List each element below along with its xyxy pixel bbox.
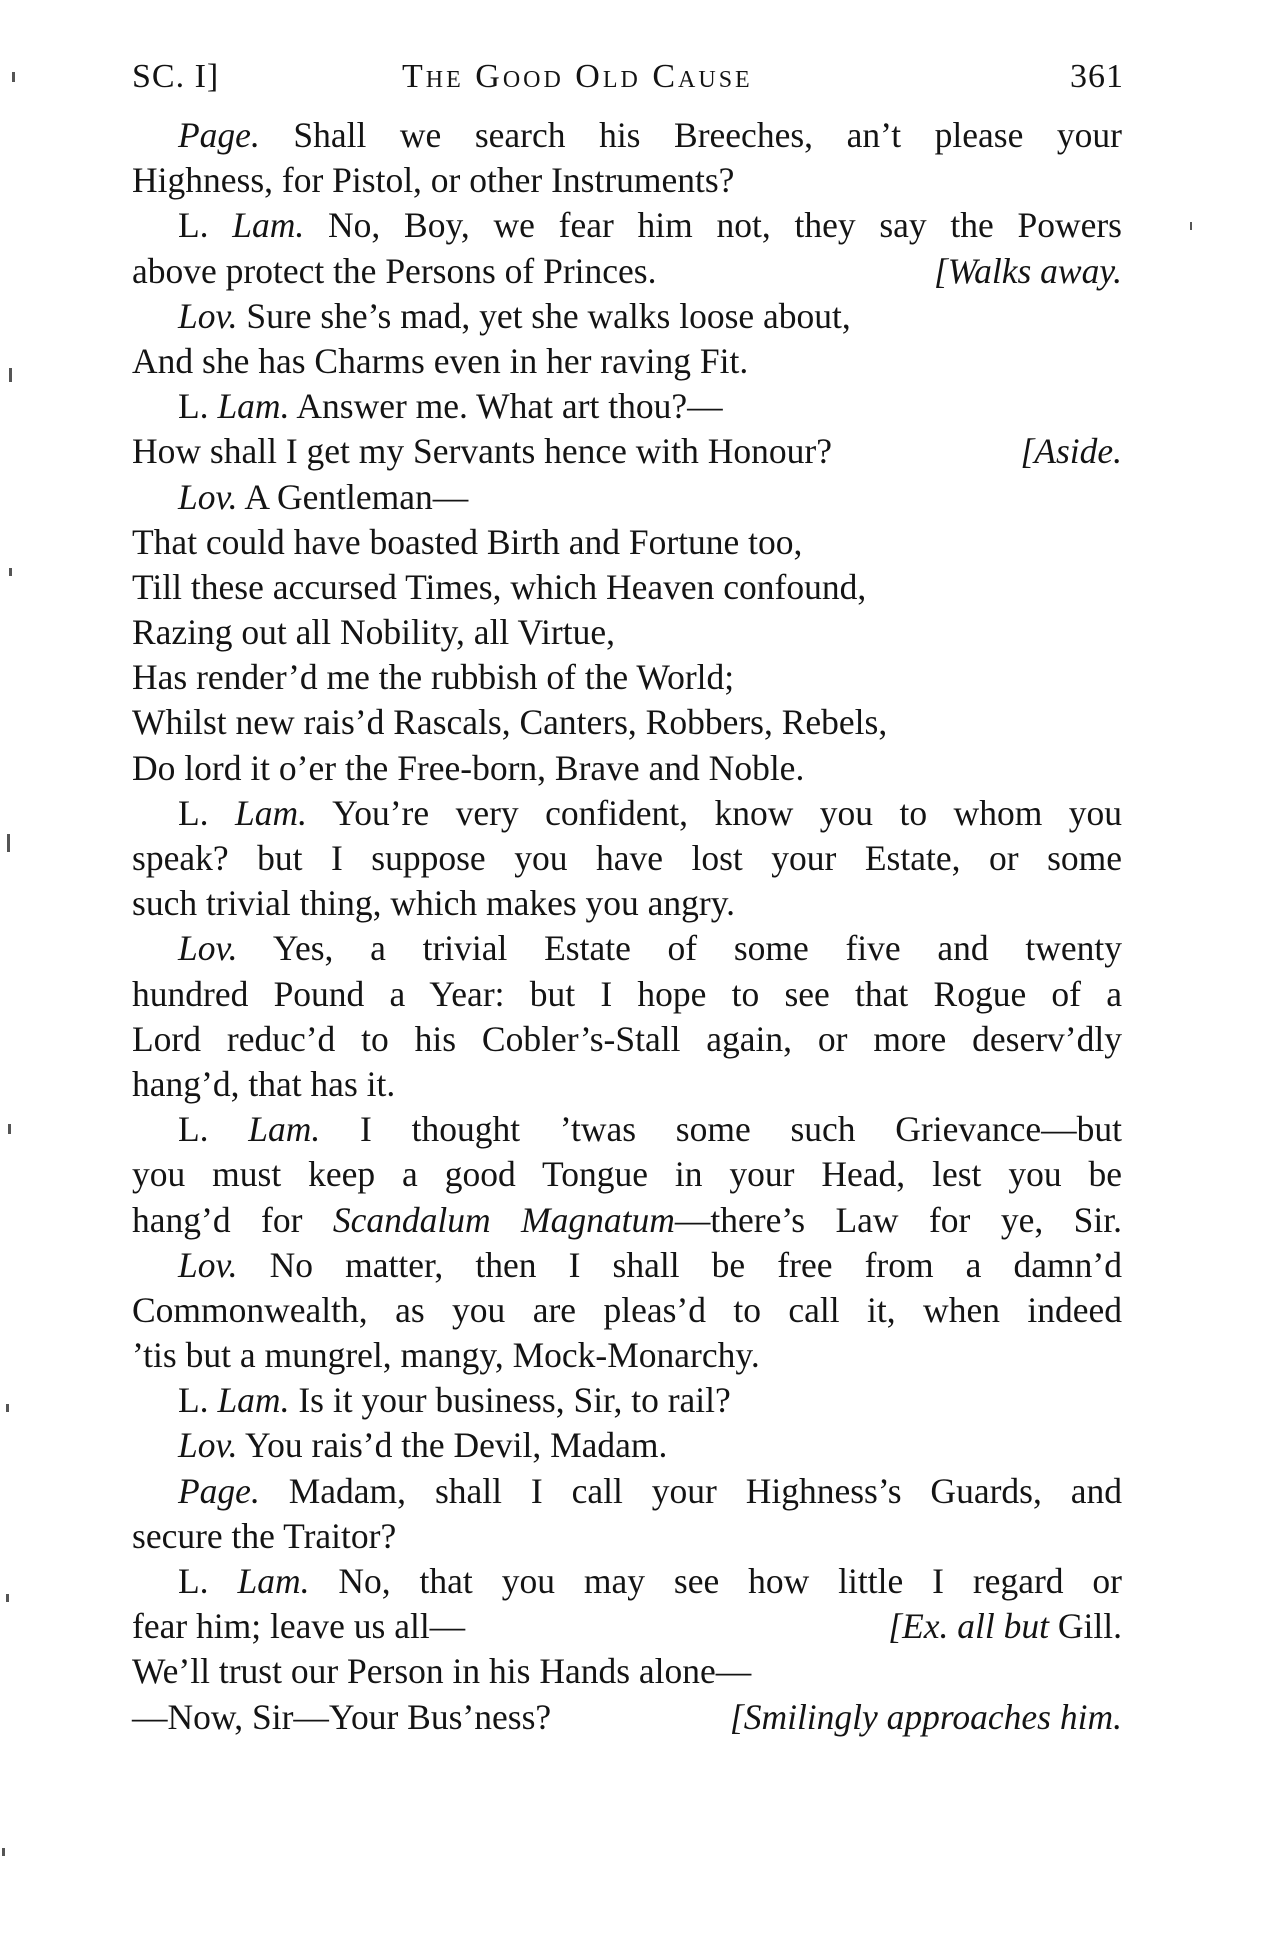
- line-text: hang’d for: [132, 1199, 333, 1240]
- stage-direction-text: [Aside.: [1020, 431, 1122, 472]
- line-text: Highness, for Pistol, or other Instruments?: [132, 160, 735, 201]
- stage-direction-text: [Walks away.: [933, 250, 1122, 291]
- text-line: [132, 655, 1122, 700]
- text-line: [132, 1017, 1122, 1062]
- speaker-name: Page.: [178, 1470, 260, 1511]
- line-text: you must keep a good Tongue in your Head, lest you be: [132, 1154, 1122, 1195]
- running-title: The Good Old Cause: [402, 58, 753, 95]
- scan-mark: [6, 1404, 9, 1412]
- scan-mark: [7, 834, 10, 852]
- line-text-tail: —there’s Law for ye, Sir.: [674, 1199, 1122, 1240]
- scan-mark: [6, 1594, 9, 1602]
- line-text: No, that you may see how little I regard or: [309, 1561, 1122, 1601]
- line-text: How shall I get my Servants hence with Honour?: [132, 431, 832, 472]
- line-text: hang’d, that has it.: [132, 1063, 396, 1104]
- speaker-prefix: L.: [178, 792, 236, 833]
- line-text: And she has Charms even in her raving Fit.: [132, 340, 749, 381]
- speaker-prefix: L.: [178, 1109, 249, 1150]
- scan-mark: [2, 1848, 5, 1856]
- line-text: That could have boasted Birth and Fortune too,: [132, 521, 803, 562]
- text-line: [132, 429, 1122, 474]
- text-line: [132, 1378, 1122, 1423]
- line-text: No, Boy, we fear him not, they say the Powers: [304, 205, 1123, 246]
- line-text: Shall we search his Breeches, an’t please your: [259, 115, 1122, 155]
- text-line: [132, 746, 1122, 791]
- speaker-name: Lov.: [178, 295, 238, 336]
- speaker-name: Lov.: [178, 1244, 238, 1285]
- text-line: [132, 113, 1122, 158]
- speaker-name: Lov.: [178, 1425, 238, 1466]
- page-number: 361: [1070, 58, 1124, 95]
- text-line: [132, 1695, 1122, 1740]
- line-text: hundred Pound a Year: but I hope to see that Rogue of a: [132, 973, 1122, 1014]
- line-text: You rais’d the Devil, Madam.: [237, 1425, 668, 1466]
- text-line: [132, 1107, 1122, 1152]
- line-text: fear him; leave us all—: [132, 1606, 466, 1647]
- line-text: No matter, then I shall be free from a damn’d: [237, 1244, 1122, 1285]
- speaker-prefix: L.: [178, 386, 218, 427]
- text-line: [132, 836, 1122, 881]
- line-text: speak? but I suppose you have lost your Estate, or some: [132, 838, 1122, 878]
- speaker-name: Lam.: [217, 1380, 290, 1421]
- text-line: [132, 700, 1122, 745]
- line-text: Sure she’s mad, yet she walks loose about,: [237, 295, 851, 336]
- text-line: [132, 294, 1122, 339]
- speaker-name: Lam.: [237, 1561, 310, 1601]
- text-line: [132, 1243, 1122, 1288]
- text-line: [132, 1604, 1122, 1649]
- line-text: Lord reduc’d to his Cobler’s-Stall again, or more deserv’dly: [132, 1018, 1122, 1059]
- scan-mark: [9, 368, 12, 382]
- stage-direction-text: [Ex. all but: [888, 1606, 1050, 1647]
- text-line: [132, 791, 1122, 836]
- line-text: You’re very confident, know you to whom you: [307, 792, 1123, 833]
- running-header: [132, 58, 1124, 106]
- text-line: [132, 610, 1122, 655]
- speaker-prefix: L.: [178, 1561, 238, 1601]
- text-line: [132, 203, 1122, 248]
- scan-mark: [8, 1124, 11, 1134]
- stage-direction-text: [Smilingly approaches him.: [729, 1696, 1122, 1737]
- line-text: ’tis but a mungrel, mangy, Mock-Monarchy.: [132, 1335, 760, 1376]
- line-text: Till these accursed Times, which Heaven confound,: [132, 566, 867, 607]
- speaker-prefix: L.: [178, 205, 233, 246]
- line-text: Whilst new rais’d Rascals, Canters, Robbers, Rebels,: [132, 702, 888, 743]
- line-text: Madam, shall I call your Highness’s Guards, and: [259, 1470, 1122, 1511]
- text-line: [132, 1152, 1122, 1197]
- text-line: [132, 1288, 1122, 1333]
- speaker-name: Lam.: [232, 205, 305, 246]
- text-line: [132, 1514, 1122, 1559]
- speaker-name: Lam.: [235, 792, 308, 833]
- line-text: Commonwealth, as you are pleas’d to call it, when indeed: [132, 1289, 1122, 1330]
- text-line: [132, 926, 1122, 971]
- stage-direction: [934, 249, 1122, 294]
- text-line: [132, 158, 1122, 203]
- stage-direction: [888, 1604, 1122, 1649]
- line-text: above protect the Persons of Princes.: [132, 250, 657, 291]
- scan-mark: [12, 72, 15, 82]
- line-text: secure the Traitor?: [132, 1515, 397, 1556]
- line-text: A Gentleman—: [237, 476, 469, 517]
- text-line: [132, 1559, 1122, 1604]
- speaker-name: Lam.: [217, 386, 290, 427]
- speaker-name: Lov.: [178, 928, 238, 969]
- text-line: [132, 881, 1122, 926]
- speaker-name: Lov.: [178, 476, 238, 517]
- line-text: Is it your business, Sir, to rail?: [289, 1380, 731, 1421]
- text-line: [132, 475, 1122, 520]
- text-line: [132, 1333, 1122, 1378]
- speaker-name: Lam.: [248, 1109, 321, 1150]
- text-line: [132, 1062, 1122, 1107]
- line-text: Do lord it o’er the Free-born, Brave and Noble.: [132, 747, 805, 788]
- scene-marker: SC. I]: [132, 58, 220, 95]
- line-text: Yes, a trivial Estate of some five and twenty: [237, 928, 1122, 969]
- text-line: [132, 972, 1122, 1017]
- text-line: [132, 384, 1122, 429]
- text-line: [132, 339, 1122, 384]
- line-text: —Now, Sir—Your Bus’ness?: [132, 1696, 552, 1737]
- text-line: [132, 249, 1122, 294]
- text-line: [132, 520, 1122, 565]
- text-line: [132, 1198, 1122, 1243]
- line-text: Razing out all Nobility, all Virtue,: [132, 612, 615, 653]
- line-text: We’ll trust our Person in his Hands alone—: [132, 1651, 752, 1692]
- italic-phrase: Scandalum Magnatum: [332, 1199, 675, 1240]
- line-text: I thought ’twas some such Grievance—but: [320, 1109, 1122, 1150]
- stage-direction: [730, 1695, 1122, 1740]
- scan-mark: [9, 568, 12, 576]
- text-line: [132, 565, 1122, 610]
- stage-direction: [1020, 429, 1122, 474]
- line-text: Answer me. What art thou?—: [289, 386, 723, 427]
- text-line: [132, 1469, 1122, 1514]
- text-line: [132, 1649, 1122, 1694]
- play-text: [132, 113, 1122, 1740]
- line-text: such trivial thing, which makes you angry.: [132, 883, 736, 924]
- stage-direction-name: Gill.: [1049, 1606, 1122, 1647]
- speaker-name: Page.: [178, 115, 260, 155]
- line-text: Has render’d me the rubbish of the World;: [132, 657, 735, 698]
- text-line: [132, 1423, 1122, 1468]
- speaker-prefix: L.: [178, 1380, 218, 1421]
- scan-mark: [1190, 222, 1192, 230]
